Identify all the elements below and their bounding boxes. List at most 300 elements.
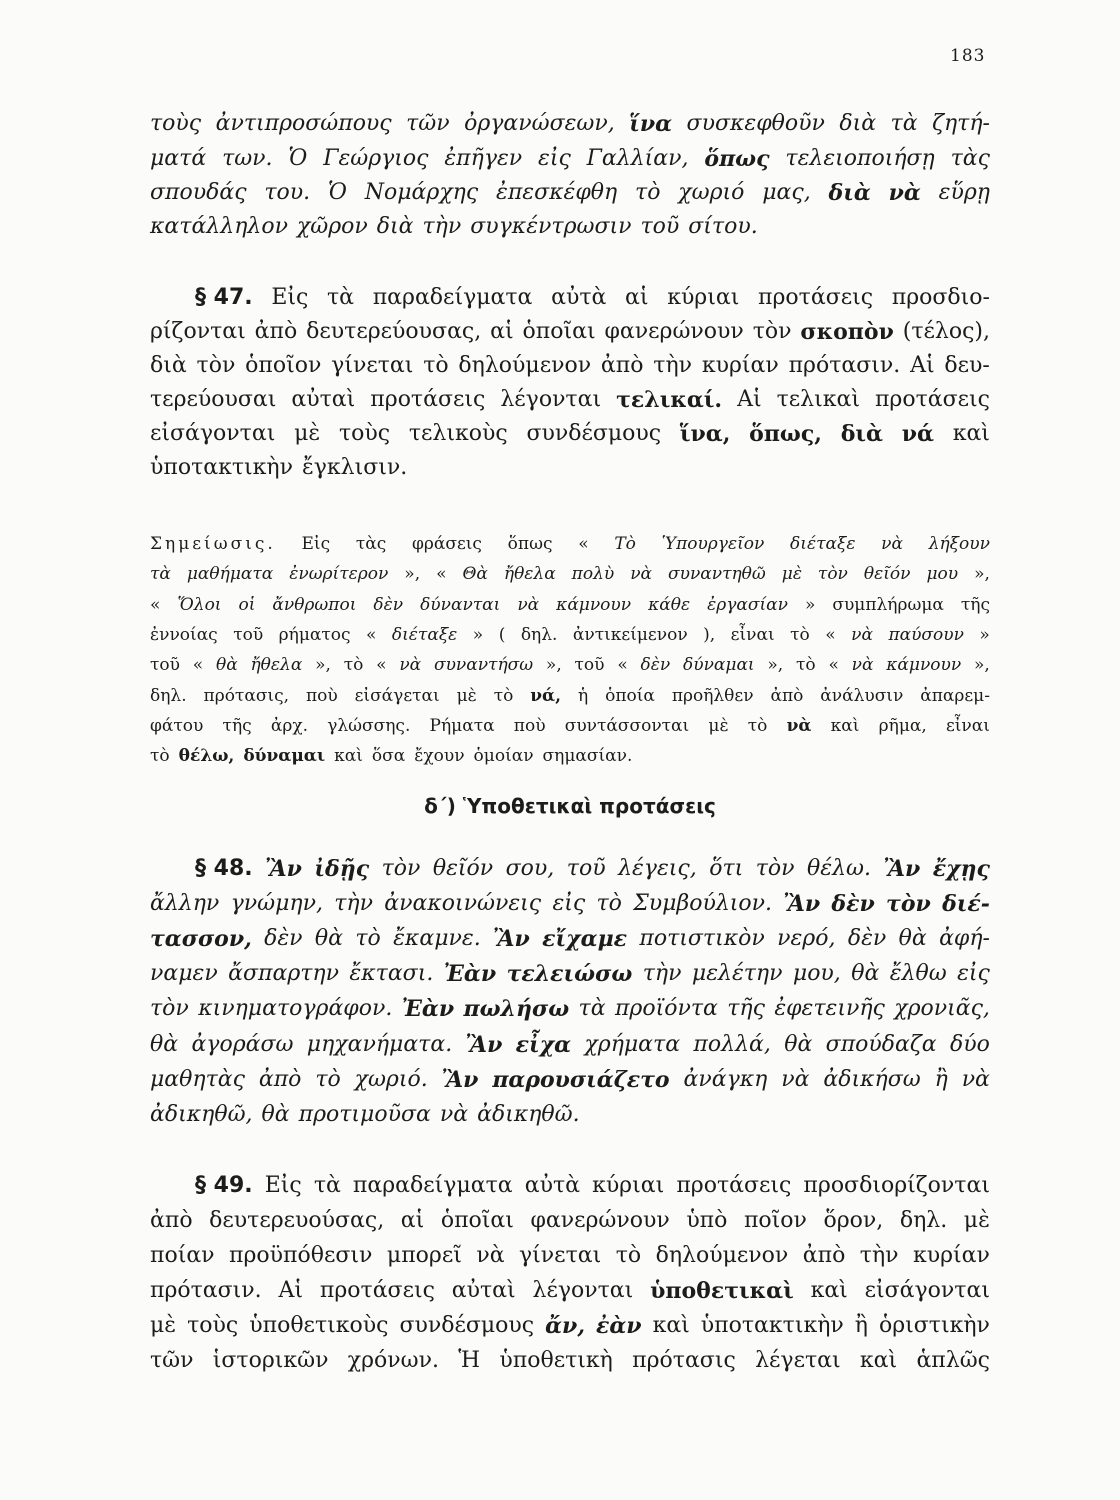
word: μελέτην [691,961,783,986]
word: χρήματα [584,1032,681,1057]
word: πολὺ [571,564,615,584]
word: ρήματος [278,625,351,645]
word: μαθητὰς [150,1067,245,1092]
word: ποτιστικὸν [639,926,765,951]
word: νὰ [851,625,873,645]
word: ἀφή- [939,926,990,951]
word: τὸν [886,891,931,917]
word: ὁμοίαν [473,746,534,766]
word: φανερώνουν [604,319,744,344]
word: τὰ [313,1173,341,1198]
word: συναντηθῶ [668,564,766,584]
word: τὰ [327,285,355,310]
word: χρόνων. [347,1348,439,1373]
word: χρονιᾶς, [894,996,990,1021]
word: ρίζονται [150,319,246,344]
word: ἢ [854,1313,868,1338]
word: αὐταὶ [291,387,356,412]
word: ἀνάγκη [683,1067,768,1092]
word: τὸ [615,1243,642,1268]
word: ἀπὸ [802,1243,846,1268]
word: ἀνακοινώνεις [384,891,542,916]
word: παραδείγματα [372,285,533,310]
word: Ἐὰν [443,961,497,987]
word: συνδέσμους [526,421,662,446]
word: τὸ [790,625,810,645]
word: τελικοὺς [408,421,508,446]
word: ποὺ [513,716,546,736]
word: Εἰς [271,285,309,310]
word: ἀντικείμενον [572,625,688,645]
word: νὰ [476,1243,505,1268]
word: παραδείγματα [352,1173,513,1198]
word: γίνεται [331,353,414,378]
p47-line-6 [150,455,990,481]
word: διὰ [376,214,414,239]
word: πωλήσω [463,996,570,1022]
word: ὑποθετικὴ [499,1348,613,1373]
word: χωριό. [354,1067,428,1092]
word: τὰ [890,111,918,136]
word: ἐὰν [595,1313,642,1339]
word: », [974,564,990,584]
word: προσδιο- [891,285,990,310]
word: πρότασις, [203,686,290,706]
word: δευτερευούσας, [209,1208,385,1233]
word: ἤθελα [250,655,303,675]
word: ὁποία [605,686,655,706]
p47-line-4 [150,387,990,413]
word: μὲ [150,1313,177,1338]
word: ἀπὸ [254,319,298,344]
word: νὰ [781,1067,810,1092]
paragraph-number: § 48. [195,856,253,881]
word: « [150,595,161,615]
word: φράσεις [411,534,482,554]
word: νὰ [851,655,874,675]
word: τὸ [343,655,364,675]
word: τὴν [859,1243,899,1268]
word: δὲν [264,926,303,951]
word: », [404,564,421,584]
word: « [578,534,589,554]
word: καὶ [830,716,860,736]
p48-line-1 [195,856,990,882]
word: ἐργασίαν [707,595,788,615]
word: τὸ [635,180,661,205]
word: ἰδῇς [314,856,370,882]
word: ἀνάλυσιν [820,686,904,706]
word: συμπλήρωμα [832,595,944,615]
word: τελικαί. [616,387,723,413]
intro-line-4 [150,214,990,240]
p49-line-6 [150,1348,990,1374]
word: νά [901,421,934,447]
word: ὁποῖαι [440,1208,514,1233]
p48-line-6 [150,1032,990,1058]
word: Ἐὰν [401,996,455,1022]
p48-line-5 [150,996,990,1022]
word: ἀπαρεμ- [920,686,990,706]
word: τὴν [642,961,682,986]
word: προϊόντα [614,996,718,1021]
word: νὰ [630,564,653,584]
word: Ἂν [265,856,302,882]
word: ὅσα [371,746,406,766]
word: μπορεῖ [386,1243,462,1268]
word: ναμεν [150,961,218,986]
word: τὸ [150,746,170,766]
word: προσδιορίζονται [803,1173,990,1198]
word: λέγονται [532,1278,634,1303]
word: τὴν [422,214,462,239]
word: Νομάρχης [364,180,479,205]
word: νὰ [888,180,921,206]
word: ἀπὸ [258,1067,302,1092]
word: ὑποτακτικὴν [700,1313,844,1338]
note-line-7 [150,715,990,737]
word: προτάσεις [758,285,874,310]
word: ἀδικηθῶ, [150,1102,253,1127]
word: θέλω, [178,746,235,766]
word: διέταξε [790,534,856,554]
word: θὰ [261,1102,290,1127]
word: πολλά, [693,1032,771,1057]
word: ἔλθω [889,961,947,986]
word: πρότασιν. [788,353,901,378]
word: σπούδαζα [825,1032,937,1057]
word: μας, [762,180,811,205]
word: ), [703,625,716,645]
word: τοῦ [574,655,605,675]
word: αἱ [490,319,514,344]
word: Ἂν [883,856,921,882]
word: ὅτι [709,856,744,881]
p47-line-1 [195,285,990,311]
word: διὰ [839,111,877,136]
word: διὰ [828,180,871,206]
word: « [617,655,628,675]
note-line-5 [150,654,990,676]
word: ἔχουν [414,746,465,766]
word: ὀργανώσεων, [464,111,615,136]
word: δευτερεύουσας, [306,319,482,344]
word: δηλούμενον [458,353,592,378]
word: τὸ [315,1067,341,1092]
word: τὰ [578,996,606,1021]
word: « [366,625,377,645]
word: τοὺς [150,111,202,136]
word: συγκέντρωσιν [470,214,632,239]
word: νὰ [399,655,422,675]
word: παρουσιάζετο [492,1067,670,1093]
p49-line-5 [150,1313,990,1339]
word: ἐνωρίτερον [289,564,389,584]
word: τὸν [817,564,848,584]
word: σημασίαν. [542,746,633,766]
word: συνδέσμους [399,1313,535,1338]
word: ὑποθετικοὺς [249,1313,389,1338]
p49-line-3 [150,1243,990,1269]
word: δευ- [944,353,990,378]
word: μὲ [456,686,477,706]
word: αὐτὰ [524,1173,580,1198]
word: τῶν [406,111,450,136]
word: Εἰς [264,1173,302,1198]
word: τὴν [334,891,373,916]
word: μου, [792,961,841,986]
word: δηλ. [520,625,558,645]
word: γλώσσης. [327,716,411,736]
word: ὅπως [704,146,770,172]
word: κινηματογράφον. [198,996,393,1021]
word: των. [222,146,273,171]
word: « [436,564,447,584]
word: τασσον, [150,926,252,952]
word: εἰς [957,961,990,986]
word: κάμνουν [556,595,632,615]
word: δηλούμενον [655,1243,789,1268]
note-label: Σημείωσις. [150,534,276,554]
word: ὁποῖαι [522,319,596,344]
word: « [376,655,387,675]
word: τοῦ [566,856,606,881]
p49-line-2 [150,1208,990,1234]
word: τὸν [196,353,236,378]
word: ἱστορικῶν [212,1348,329,1373]
word: μὲ [963,1208,990,1233]
word: μου [926,564,959,584]
word: κυρίαν [912,1243,990,1268]
word: ἀδικήσω [823,1067,921,1092]
word: Αἱ [737,387,762,412]
word: ἀντιπροσώπους [215,111,392,136]
p48-line-3 [150,926,990,952]
word: σκοπὸν [800,319,894,345]
word: χῶρον [296,214,368,239]
note-line-3 [150,594,990,616]
note-line-1 [150,533,990,555]
p48-line-8 [150,1102,990,1128]
word: μὲ [781,564,802,584]
word: παύσουν [888,625,964,645]
word: αὐταὶ [451,1278,516,1303]
word: κύριαι [592,1173,665,1198]
word: », [315,655,331,675]
word: δύναμαι [683,655,755,675]
word: τὰς [950,146,990,171]
word: Θὰ [462,564,488,584]
word: προτάσεις [676,1173,792,1198]
word: ἔχῃς [932,856,990,882]
p48-line-7 [150,1067,990,1093]
word: εἰσάγονται [150,421,276,446]
word: μαθήματα [186,564,274,584]
word: Ὑπουργεῖον [661,534,765,554]
word: Ὁ [288,146,308,171]
word: εἶναι [945,716,990,736]
paragraph-number: § 47. [195,285,253,310]
word: Ὅλοι [177,595,222,615]
word: εἰσάγονται [864,1278,990,1303]
word: τερεύουσαι [150,387,277,412]
word: κάθε [648,595,691,615]
p48-line-4 [150,961,990,987]
word: θὰ [851,961,880,986]
word: θὰ [150,1032,179,1057]
word: νά, [530,686,562,706]
word: Αἱ [910,353,935,378]
p49-line-4 [150,1278,990,1304]
word: », [767,655,784,675]
word: μηχανήματα. [306,1032,453,1057]
word: εἰς [538,146,571,171]
section-heading: δ΄) Ὑποθετικαὶ προτάσεις [424,794,716,818]
word: θεῖόν [863,564,911,584]
page-number: 183 [950,46,986,66]
word: ὑπὸ [686,1208,728,1233]
word: ἵνα [629,111,673,137]
word: εἴχαμε [542,926,628,952]
word: τὸ [596,891,622,916]
word: Ρήματα [429,716,495,736]
word: Ἂν [465,1032,503,1058]
word: ἐφετεινῆς [774,996,885,1021]
word: δὲν [831,891,875,917]
word: σπουδάς [150,180,247,205]
word: τὸ [423,353,449,378]
word: ( [498,625,506,645]
word: κυρίαν [701,353,779,378]
word: αἱ [400,1208,425,1233]
word: (τέλος), [902,319,990,344]
word: γίνεται [519,1243,602,1268]
note-line-4 [150,624,990,646]
word: νὰ [881,534,903,554]
word: οἱ [238,595,256,615]
word: νερό, [777,926,836,951]
word: κύριαι [667,285,740,310]
word: Γαλλίαν, [586,146,689,171]
word: μὲ [708,716,729,736]
word: τὸν [752,319,792,344]
word: ποὺ [305,686,338,706]
word: ἄν, [545,1313,585,1339]
word: τὸν [381,856,421,881]
word: εἶναι [730,625,775,645]
word: διὰ [840,421,883,447]
word: τὴν [653,353,693,378]
word: γνώμην, [230,891,323,916]
word: » [472,625,484,645]
note-line-8 [150,745,990,767]
word: ἐπεσκέφθη [496,180,618,205]
intro-line-3 [150,180,990,206]
word: ἁπλῶς [916,1348,990,1373]
word: θεῖόν [432,856,494,881]
word: δὲν [640,655,671,675]
word: εὕρῃ [938,180,990,205]
word: τὸ [747,716,768,736]
word: ἄλλην [150,891,220,916]
word: διέταξε [391,625,458,645]
word: ἄσπαρτην [228,961,339,986]
word: ὑποθετικαὶ [650,1278,794,1304]
word: Εἰς [301,534,331,554]
intro-line-2 [150,146,990,172]
note-line-2 [150,563,990,585]
p47-line-2 [150,319,990,345]
word: δύναμαι [243,746,326,766]
word: ἔκαμνε. [393,926,481,951]
word: δηλ. [150,686,187,706]
word: καὶ [810,1278,848,1303]
word: τοῦ [640,214,680,239]
word: σίτου. [688,214,758,239]
word: δύο [950,1032,990,1057]
word: ἐπῆγεν [444,146,523,171]
word: εἶχα [515,1032,572,1058]
word: Τὸ [614,534,636,554]
word: ποίαν [150,1243,215,1268]
word: χωριό [678,180,745,205]
word: θέλω. [807,856,871,881]
word: ὅπως, [749,421,822,447]
word: πρότασιν. [150,1278,262,1303]
word: ἀπὸ [150,1208,193,1233]
word: τελειώσω [506,961,633,987]
word: εἰς [552,891,586,916]
word: του. [264,180,311,205]
word: ματά [150,146,207,171]
word: ρῆμα, [878,716,927,736]
word: Ἡ [458,1348,481,1373]
word: αὐτὰ [551,285,607,310]
word: πρότασις [632,1348,736,1373]
word: τῆς [960,595,990,615]
word: διὰ [150,353,187,378]
word: ποῖον [743,1208,807,1233]
word: τὰς [355,534,387,554]
word: καὶ [859,1348,898,1373]
word: ἤθελα [503,564,556,584]
intro-line-1 [150,111,990,137]
word: ἡ [577,686,589,706]
word: καὶ [952,421,990,446]
word: Ἂν [783,891,821,917]
word: « [828,655,839,675]
word: θὰ [898,926,927,951]
p47-line-3 [150,353,990,379]
word: αἱ [625,285,649,310]
word: Συμβούλιον. [633,891,772,916]
word: λέγεις, [618,856,697,881]
word: ἀπὸ [770,686,804,706]
word: τὸν [150,996,189,1021]
word: τῆς [222,716,252,736]
word: τῶν [150,1348,194,1373]
word: δὲν [373,595,404,615]
word: τελικαὶ [776,387,860,412]
word: ὅρον, [823,1208,884,1233]
word: δηλ. [899,1208,948,1233]
word: ἀδικηθῶ. [477,1102,580,1127]
word: νὰ [786,716,812,736]
word: ἐννοίας [150,625,218,645]
word: ἵνα, [679,421,731,447]
word: τοῦ [233,625,264,645]
word: διέ- [942,891,990,917]
